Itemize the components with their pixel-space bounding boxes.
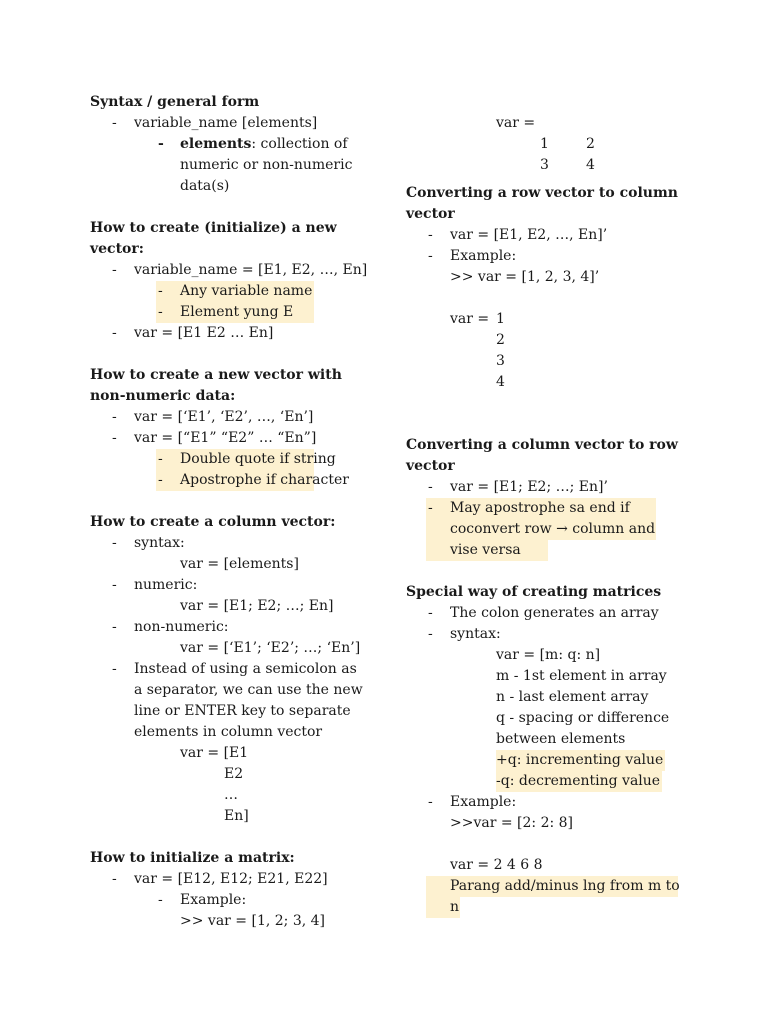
list-item: - Example: <box>158 892 247 908</box>
list-item-cont: a separator, we can use the new <box>134 682 363 698</box>
heading-column-to-row-2: vector <box>406 458 455 474</box>
matrix-row: 3 4 <box>540 157 595 173</box>
list-item: - var = [‘E1’, ‘E2’, …, ‘En’] <box>112 409 314 425</box>
code-line: … <box>224 787 238 803</box>
list-item-cont: elements in column vector <box>134 724 323 740</box>
code-line: var = [‘E1’; ‘E2’; …; ‘En’] <box>180 640 361 656</box>
code-line: 4 <box>496 374 505 390</box>
code-line: var = [E1 <box>180 745 249 761</box>
code-line: En] <box>224 808 249 824</box>
highlight-item: - Any variable name <box>90 281 380 302</box>
list-item: - syntax: <box>112 535 185 551</box>
heading-non-numeric: How to create a new vector with <box>90 367 342 383</box>
left-column <box>90 92 380 932</box>
code-line: >> var = [1, 2; 3, 4] <box>180 913 326 929</box>
code-line: var = [E1; E2; …; En] <box>180 598 334 614</box>
heading-special-matrices: Special way of creating matrices <box>406 584 662 600</box>
matrix-output: var = <box>496 115 536 131</box>
list-item: - var = [“E1” “E2” … “En”] <box>112 430 317 446</box>
list-item: - variable_name [elements] <box>112 115 318 131</box>
heading-create-vector-2: vector: <box>90 241 144 257</box>
heading-row-to-column: Converting a row vector to column <box>406 185 678 201</box>
heading-column-vector: How to create a column vector: <box>90 514 336 530</box>
list-item: - Instead of using a semicolon as <box>112 661 357 677</box>
list-item: - numeric: <box>112 577 198 593</box>
code-line: var = 2 4 6 8 <box>450 857 543 873</box>
list-item: - var = [E1 E2 … En] <box>112 325 274 341</box>
code-line: >>var = [2: 2: 8] <box>450 815 574 831</box>
highlight-item: - Element yung E <box>90 302 380 323</box>
code-line: E2 <box>224 766 244 782</box>
code-line: var = 1 <box>450 311 505 327</box>
matrix-row: 1 2 <box>540 136 595 152</box>
list-item: - Example: <box>428 248 517 264</box>
highlight-item: +q: incrementing value <box>406 750 706 771</box>
list-item-cont: data(s) <box>180 178 230 194</box>
code-line: 3 <box>496 353 505 369</box>
list-item: - var = [E1; E2; …; En]’ <box>428 479 608 495</box>
highlight-item: - Double quote if string <box>90 449 380 470</box>
highlight-item: - Apostrophe if character <box>90 470 380 491</box>
code-line: n - last element array <box>496 689 649 705</box>
highlight-item: n <box>406 897 706 918</box>
heading-syntax: Syntax / general form <box>90 94 260 110</box>
highlight-item: vise versa <box>406 540 706 561</box>
highlight-item: - May apostrophe sa end if <box>406 498 706 519</box>
heading-row-to-column-2: vector <box>406 206 455 222</box>
code-line: var = [elements] <box>180 556 299 572</box>
right-column <box>406 113 706 918</box>
highlight-item: -q: decrementing value <box>406 771 706 792</box>
heading-non-numeric-2: non-numeric data: <box>90 388 236 404</box>
heading-matrix: How to initialize a matrix: <box>90 850 295 866</box>
heading-column-to-row: Converting a column vector to row <box>406 437 678 453</box>
list-item-cont: numeric or non-numeric <box>180 157 353 173</box>
list-item: - var = [E12, E12; E21, E22] <box>112 871 328 887</box>
list-item: - Example: <box>428 794 517 810</box>
code-line: between elements <box>496 731 626 747</box>
code-line: 2 <box>496 332 505 348</box>
list-item: - var = [E1, E2, …, En]’ <box>428 227 608 243</box>
code-line: q - spacing or difference <box>496 710 670 726</box>
list-item: - The colon generates an array <box>428 605 659 621</box>
list-item: - elements: collection of <box>158 136 348 152</box>
code-line: m - 1st element in array <box>496 668 667 684</box>
highlight-item: coconvert row → column and <box>406 519 706 540</box>
list-item-cont: line or ENTER key to separate <box>134 703 351 719</box>
list-item: - non-numeric: <box>112 619 229 635</box>
heading-create-vector: How to create (initialize) a new <box>90 220 337 236</box>
code-line: >> var = [1, 2, 3, 4]’ <box>450 269 600 285</box>
code-line: var = [m: q: n] <box>496 647 601 663</box>
highlight-item: Parang add/minus lng from m to <box>406 876 706 897</box>
list-item: - variable_name = [E1, E2, …, En] <box>112 262 368 278</box>
list-item: - syntax: <box>428 626 501 642</box>
